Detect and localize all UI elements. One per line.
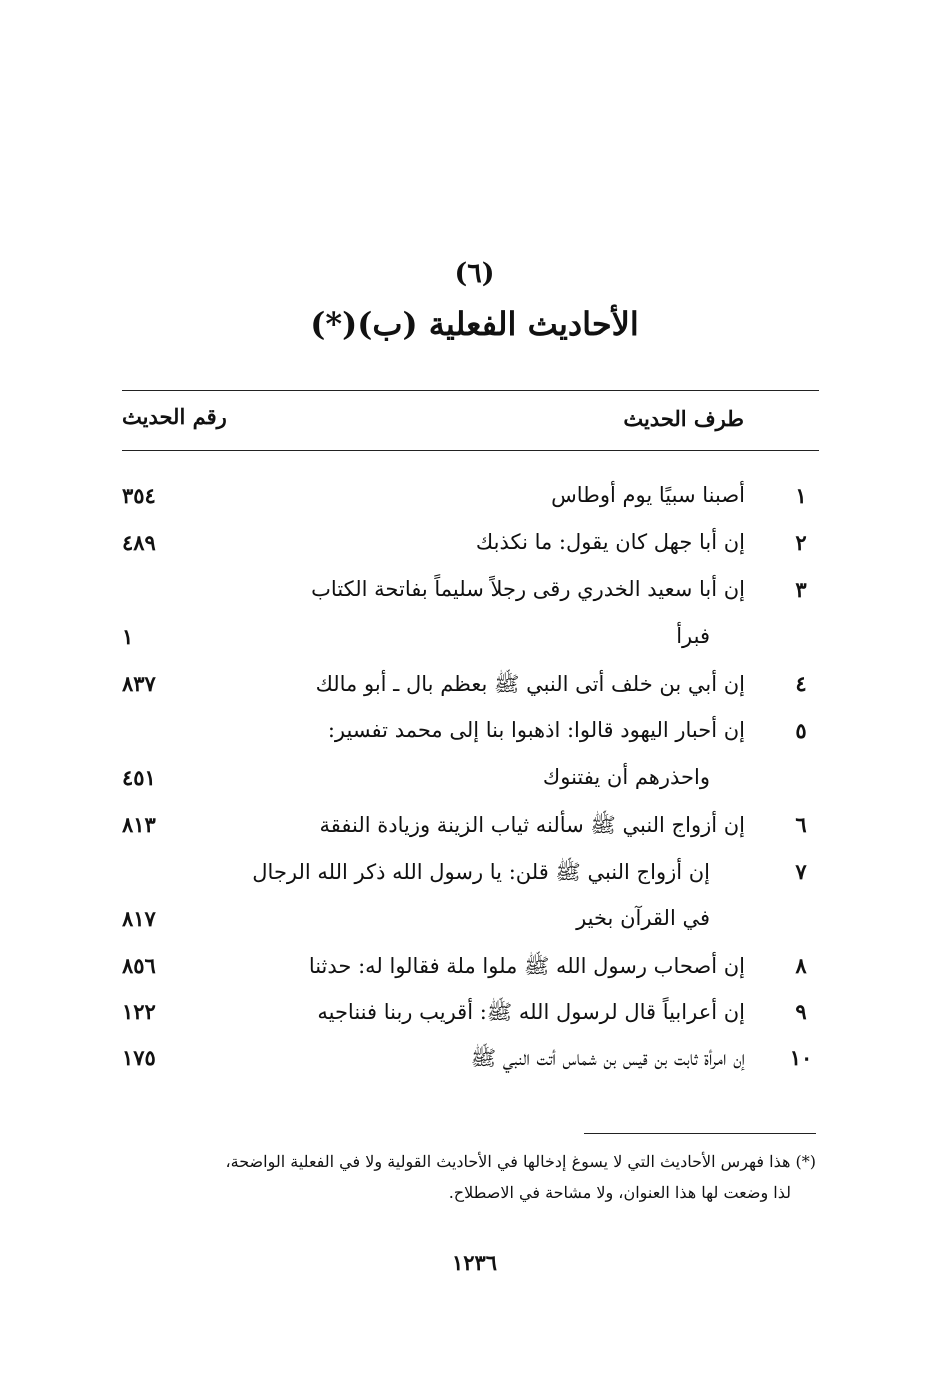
table-row [100,483,820,523]
hadith-number: ٨٣٧ [122,671,156,696]
hadith-number: ٤٥١ [122,765,156,790]
row-index: ٧ [795,859,807,884]
row-index: ٨ [795,953,807,978]
hadith-text: إن أزواج النبي ﷺ سألنه ثياب الزينة وزيادة النفقة [319,813,745,837]
table-row [100,999,820,1039]
table-row [100,577,820,617]
hadith-text-continuation: واحذرهم أن يفتنوك [542,765,710,789]
section-title: الأحاديث الفعلية (ب)(*) [310,305,639,343]
table-row [100,718,820,758]
page-number: ١٢٣٦ [451,1250,498,1275]
hadith-text-continuation: فبرأ [676,624,710,648]
table-row [100,1045,820,1085]
hadith-text-continuation: في القرآن بخير [576,906,710,930]
hadith-text: إن أبا جهل كان يقول: ما نكذبك [475,530,745,554]
row-index: ٣ [795,577,807,602]
hadith-text: إن أصحاب رسول الله ﷺ ملوا ملة فقالوا له: حدثنا [308,954,745,978]
hadith-text: أصبنا سبيًا يوم أوطاس [551,483,745,507]
hadith-text: إن أبي بن خلف أتى النبي ﷺ بعظم بال ـ أبو مالك [315,672,745,696]
hadith-number: ٨٥٦ [122,953,156,978]
footnote-line-1: (*) هذا فهرس الأحاديث التي لا يسوغ إدخالها في الأحاديث القولية ولا في الفعلية الواضحة، [225,1152,816,1171]
hadith-text: إن أبا سعيد الخدري رقى رجلاً سليماً بفاتحة الكتاب [311,577,745,601]
hadith-number: ٤٨٩ [122,530,156,555]
table-header-rule [122,450,819,451]
column-header-hadith-text: طرف الحديث [623,406,744,431]
hadith-text: إن امرأة ثابت بن قيس بن شماس أتت النبي ﷺ [470,1046,745,1070]
column-header-hadith-number: رقم الحديث [122,404,227,429]
hadith-number: ١٢٢ [122,999,156,1024]
row-index: ٥ [795,718,807,743]
row-index: ١ [795,483,807,508]
table-row [100,812,820,852]
hadith-number: ١٧٥ [122,1045,156,1070]
table-row-continuation [100,906,820,946]
section-number: (٦) [454,258,495,289]
table-row [100,859,820,899]
row-index: ٦ [795,812,807,837]
table-row [100,953,820,993]
row-index: ١٠ [789,1045,813,1070]
table-row-continuation [100,765,820,805]
row-index: ٤ [795,671,807,696]
hadith-number: ٨١٧ [122,906,156,931]
row-index: ٢ [795,530,807,555]
hadith-text: إن أزواج النبي ﷺ قلن: يا رسول الله ذكر الله الرجال [252,860,710,884]
hadith-text: إن أعرابياً قال لرسول الله ﷺ: أقريب ربنا فنناجيه [317,1000,745,1024]
table-row [100,671,820,711]
table-row [100,530,820,570]
hadith-text: إن أحبار اليهود قالوا: اذهبوا بنا إلى محمد تفسير: [327,718,745,742]
table-row-continuation [100,624,820,664]
hadith-number: ٣٥٤ [122,483,156,508]
table-top-rule [122,390,819,391]
hadith-number: ٨١٣ [122,812,156,837]
hadith-number: ١ [122,624,134,649]
footnote-line-2: لذا وضعت لها هذا العنوان، ولا مشاحة في الاصطلاح. [448,1183,791,1202]
footnote-rule [584,1133,816,1134]
row-index: ٩ [795,999,807,1024]
